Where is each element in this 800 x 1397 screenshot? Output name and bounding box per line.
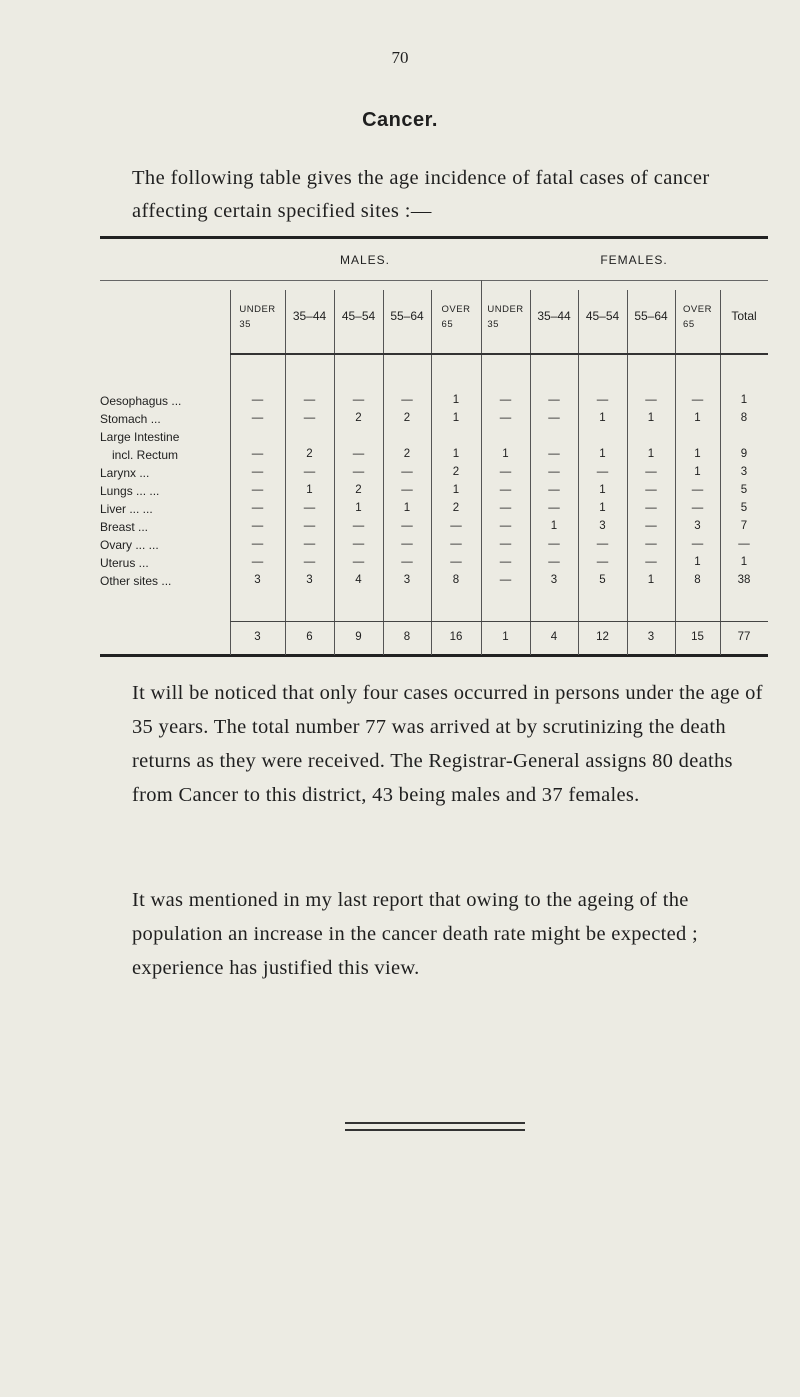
table-cell: — xyxy=(548,466,560,478)
table-cell: 1 xyxy=(550,520,558,532)
table-cell: 1 xyxy=(740,556,748,568)
table-cell: 4 xyxy=(355,574,362,586)
table-cell: — xyxy=(401,484,413,496)
table-cell: 3 xyxy=(254,574,261,586)
table-cell: 3 xyxy=(740,466,748,478)
table-cell: 1 xyxy=(306,484,313,496)
table-cell: — xyxy=(401,520,413,532)
table-cell: 2 xyxy=(403,448,411,460)
table-cell: — xyxy=(499,466,512,478)
table-cell: — xyxy=(450,520,462,532)
group-header-rule xyxy=(100,280,768,281)
table-cell: — xyxy=(251,520,264,532)
table-cell: 1 xyxy=(694,412,701,424)
table-cell: 8 xyxy=(694,574,701,586)
table-cell: — xyxy=(499,412,512,424)
table-cell: — xyxy=(303,502,316,514)
table-cell: 1 xyxy=(599,484,606,496)
table-cell: — xyxy=(352,394,365,406)
table-cell: — xyxy=(251,538,264,550)
row-label: Lungs ... ... xyxy=(100,484,160,498)
table-cell: 3 xyxy=(306,574,313,586)
table-cell: — xyxy=(548,412,560,424)
table-cell: 2 xyxy=(452,466,460,478)
table-bottom-rule xyxy=(100,654,768,657)
table-cell: — xyxy=(499,520,512,532)
table-cell: 3 xyxy=(550,574,558,586)
table-cell: — xyxy=(251,484,264,496)
table-cell: 38 xyxy=(737,574,751,586)
table-cell: 1 xyxy=(502,448,509,460)
table-cell: — xyxy=(499,574,512,586)
table-cell: 1 xyxy=(599,448,606,460)
table-top-rule xyxy=(100,236,768,239)
page-number: 70 xyxy=(391,48,409,67)
table-cell: 1 xyxy=(452,394,460,406)
table-cell: — xyxy=(401,556,413,568)
table-cell: — xyxy=(352,520,365,532)
table-cell: 2 xyxy=(452,502,460,514)
table-cell: — xyxy=(499,502,512,514)
table-cell: — xyxy=(401,394,413,406)
table-cell: — xyxy=(691,538,704,550)
table-cell: 2 xyxy=(355,484,362,496)
page-title: Cancer. xyxy=(362,109,438,131)
table-cell: — xyxy=(251,412,264,424)
table-cell: — xyxy=(596,394,609,406)
table-cell: — xyxy=(691,502,704,514)
column-header: OVER 65 xyxy=(441,304,471,330)
row-label: Oesophagus ... xyxy=(100,394,182,408)
table-cell: — xyxy=(596,556,609,568)
table-cell: — xyxy=(645,394,657,406)
table-cell: 7 xyxy=(740,520,748,532)
table-cell: — xyxy=(251,448,264,460)
row-label: Other sites ... xyxy=(100,574,172,588)
table-cell: — xyxy=(303,412,316,424)
table-cell: 1 xyxy=(694,466,701,478)
table-cell: — xyxy=(352,466,365,478)
paragraph-ageing-note: It was mentioned in my last report that owing to the ageing of the population an increase in the cancer death rate might be expected ; experience has justified this view. xyxy=(132,889,698,979)
table-cell: — xyxy=(645,484,657,496)
column-header: 35–44 xyxy=(537,309,571,323)
table-cell: 5 xyxy=(599,574,606,586)
table-cell: — xyxy=(450,538,462,550)
table-cell: 1 xyxy=(452,412,460,424)
table-cell: 1 xyxy=(647,574,655,586)
table-cell: — xyxy=(548,556,560,568)
table-cell: — xyxy=(352,556,365,568)
table-cell: 2 xyxy=(306,448,313,460)
table-cell: — xyxy=(352,538,365,550)
table-cell: 8 xyxy=(452,574,460,586)
table-cell: — xyxy=(691,484,704,496)
table-cell: — xyxy=(303,538,316,550)
table-cell: — xyxy=(738,538,750,550)
row-label: Uterus ... xyxy=(100,556,149,570)
table-cell: — xyxy=(548,484,560,496)
column-header: 55–64 xyxy=(634,309,668,323)
column-header: UNDER 35 xyxy=(487,304,524,330)
column-header: 45–54 xyxy=(341,309,376,323)
column-header: Total xyxy=(731,309,757,323)
table-cell: — xyxy=(645,520,657,532)
females-group-header: FEMALES. xyxy=(600,253,668,267)
table-cell: 1 xyxy=(599,502,606,514)
total-cell: 9 xyxy=(355,631,362,643)
row-label: Large Intestine xyxy=(100,430,180,444)
males-group-header: MALES. xyxy=(339,253,390,267)
table-cell: — xyxy=(401,538,413,550)
table-cell: — xyxy=(548,538,560,550)
table-cell: — xyxy=(596,466,609,478)
table-cell: — xyxy=(303,394,316,406)
table-cell: — xyxy=(251,394,264,406)
column-header: UNDER 35 xyxy=(239,304,276,330)
table-cell: — xyxy=(352,448,365,460)
table-cell: — xyxy=(499,394,512,406)
paragraph-incidence-note: It will be noticed that only four cases occurred in persons under the age of 35 years. The total number 77 was arrived at by scrutinizing the death returns as they were received. The Registrar-General assigns 80 deaths from Cancer to this district, 43 being males and 37 females. xyxy=(132,682,763,806)
table-cell: 3 xyxy=(694,520,701,532)
end-rule-lower xyxy=(345,1129,525,1131)
table-cell: — xyxy=(499,556,512,568)
table-cell: 3 xyxy=(403,574,411,586)
end-rule-upper xyxy=(345,1122,525,1124)
total-cell: 3 xyxy=(647,631,655,643)
table-cell: — xyxy=(251,466,264,478)
table-cell: — xyxy=(691,394,704,406)
table-cell: 1 xyxy=(452,448,460,460)
column-header: 45–54 xyxy=(585,309,620,323)
table-cell: 8 xyxy=(740,412,748,424)
table-cell: 1 xyxy=(647,412,655,424)
table-cell: — xyxy=(645,502,657,514)
table-cell: — xyxy=(303,520,316,532)
total-cell: 4 xyxy=(550,631,558,643)
table-cell: — xyxy=(499,538,512,550)
table-cell: — xyxy=(596,538,609,550)
table-cell: 2 xyxy=(403,412,411,424)
table-cell: — xyxy=(303,556,316,568)
total-cell: 6 xyxy=(306,631,313,643)
table-cell: — xyxy=(499,484,512,496)
table-cell: 9 xyxy=(740,448,748,460)
row-label: Stomach ... xyxy=(100,412,161,426)
table-cell: — xyxy=(303,466,316,478)
intro-paragraph: The following table gives the age incidence of fatal cases of cancer affecting certain specified sites :— xyxy=(132,167,710,222)
table-cell: — xyxy=(548,394,560,406)
table-cell: 1 xyxy=(740,394,748,406)
table-cell: 1 xyxy=(599,412,606,424)
total-cell: 16 xyxy=(449,631,463,643)
table-cell: 5 xyxy=(740,502,748,514)
table-cell: 1 xyxy=(694,448,701,460)
table-cell: — xyxy=(645,556,657,568)
table-cell: 3 xyxy=(599,520,606,532)
table-cell: — xyxy=(450,556,462,568)
row-label: Larynx ... xyxy=(100,466,150,480)
table-cell: — xyxy=(548,502,560,514)
table-cell: 1 xyxy=(647,448,655,460)
table-cell: 1 xyxy=(452,484,460,496)
table-cell: — xyxy=(645,466,657,478)
total-cell: 15 xyxy=(691,631,704,643)
table-cell: — xyxy=(401,466,413,478)
table-cell: 1 xyxy=(355,502,362,514)
header-underline xyxy=(230,353,768,355)
table-cell: 1 xyxy=(694,556,701,568)
table-cell: — xyxy=(251,502,264,514)
total-cell: 3 xyxy=(254,631,261,643)
column-header: 35–44 xyxy=(292,309,327,323)
table-cell: — xyxy=(548,448,560,460)
row-label: Ovary ... ... xyxy=(100,538,159,552)
table-cell: — xyxy=(645,538,657,550)
row-label: Breast ... xyxy=(100,520,149,534)
total-cell: 12 xyxy=(596,631,609,643)
table-cell: 1 xyxy=(403,502,411,514)
total-cell: 77 xyxy=(737,631,751,643)
table-cell: 2 xyxy=(355,412,362,424)
row-label: incl. Rectum xyxy=(112,448,179,462)
column-header: OVER 65 xyxy=(683,304,712,330)
table-cell: 5 xyxy=(740,484,748,496)
row-label: Liver ... ... xyxy=(100,502,153,516)
column-header: 55–64 xyxy=(390,309,424,323)
totals-separator xyxy=(230,621,768,622)
total-cell: 1 xyxy=(502,631,509,643)
total-cell: 8 xyxy=(403,631,411,643)
table-cell: — xyxy=(251,556,264,568)
